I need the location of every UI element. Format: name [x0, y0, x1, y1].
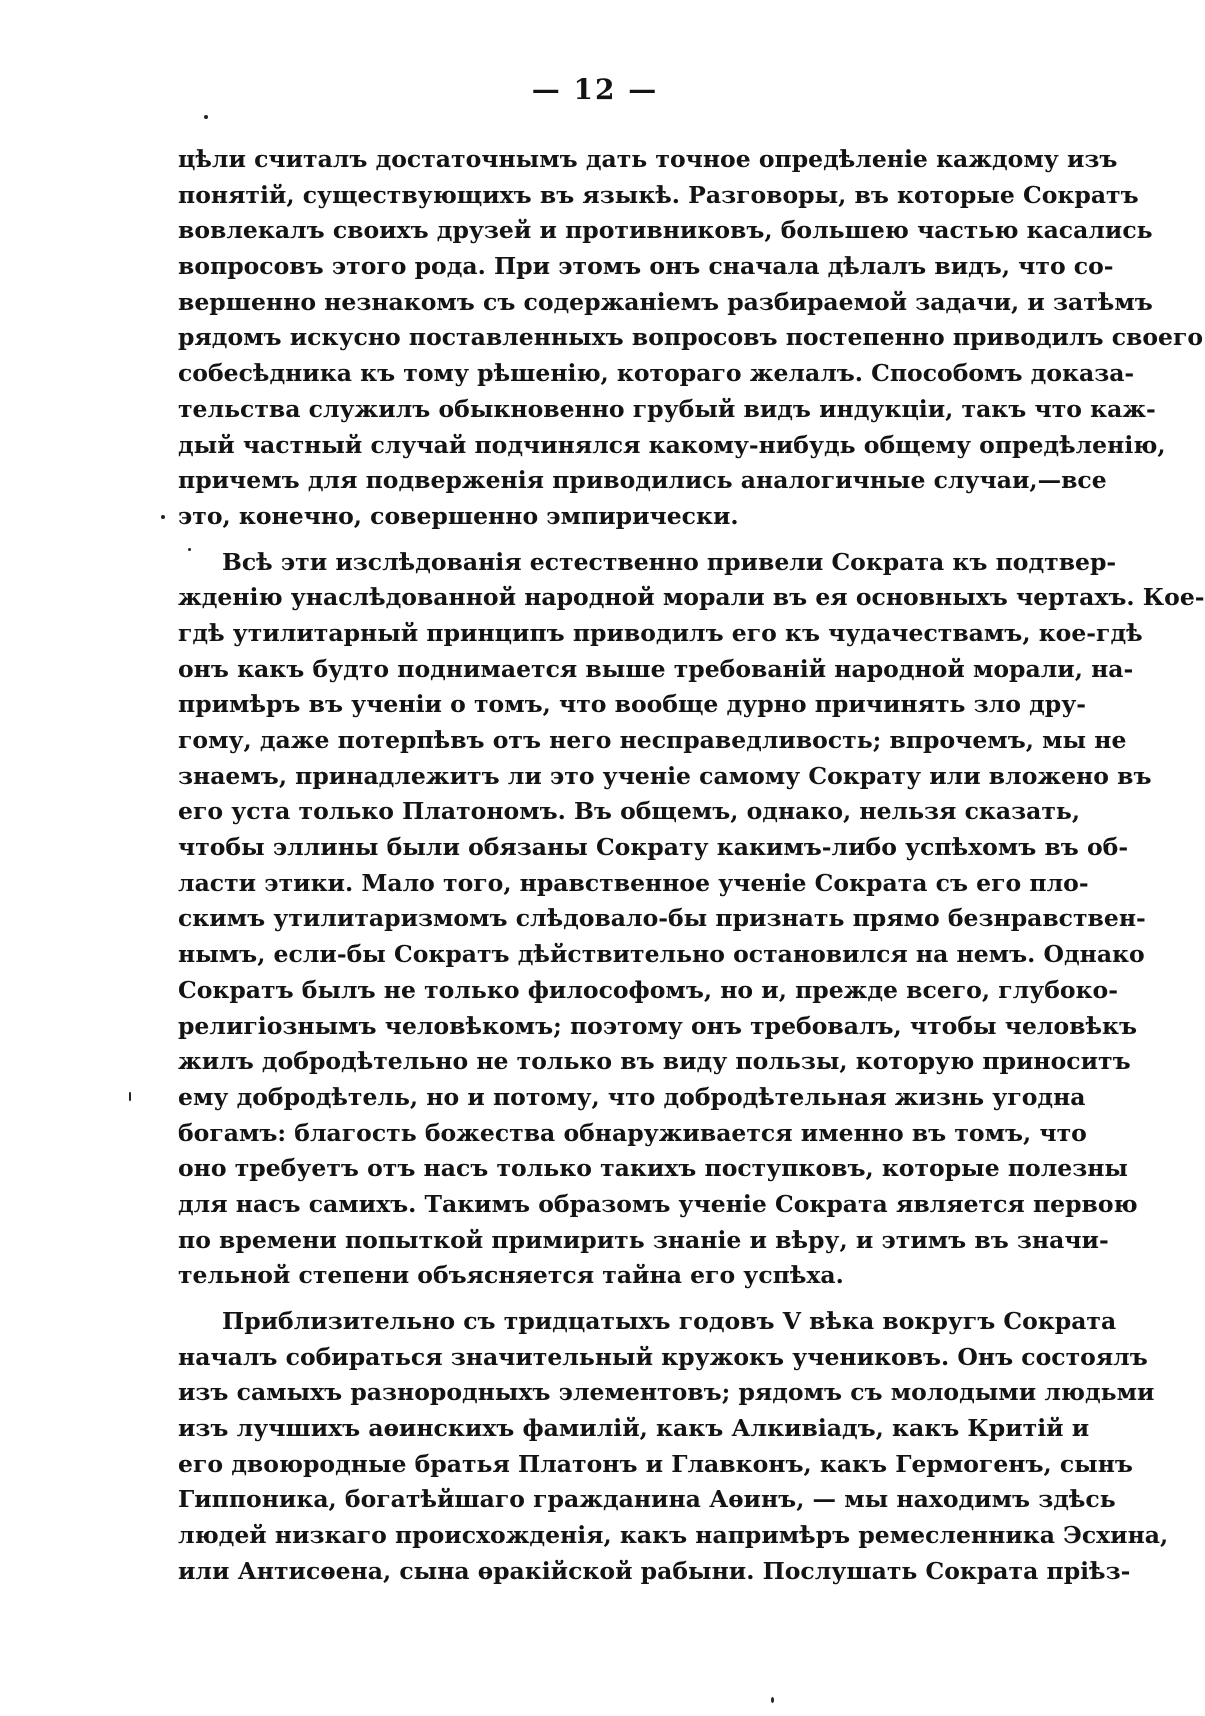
- text-line: гому, даже потерпѣвъ отъ него несправедливость; впрочемъ, мы не: [178, 726, 1127, 754]
- text-line: примѣръ въ ученіи о томъ, что вообще дурно причинять зло дру-: [178, 690, 1086, 719]
- text-line: причемъ для подверженія приводились аналогичные случаи,—все: [178, 466, 1107, 495]
- text-line: Гиппоника, богатѣйшаго гражданина Аѳинъ, — мы находимъ здѣсь: [178, 1485, 1116, 1514]
- text-line: тельной степени объясняется тайна его успѣха.: [178, 1261, 844, 1290]
- text-line: религіознымъ человѣкомъ; поэтому онъ требовалъ, чтобы человѣкъ: [178, 1011, 1137, 1040]
- text-line: его двоюродные братья Платонъ и Главконъ, какъ Гермогенъ, сынъ: [178, 1449, 1133, 1478]
- text-line: изъ лучшихъ аѳинскихъ фамилій, какъ Алкивіадъ, какъ Критій и: [178, 1414, 1090, 1443]
- text-line: понятій, существующихъ въ языкѣ. Разговоры, въ которые Сократъ: [178, 180, 1139, 209]
- text-line: это, конечно, совершенно эмпирически.: [178, 501, 739, 530]
- text-line: дый частный случай подчинялся какому-нибудь общему опредѣленію,: [178, 430, 1166, 459]
- text-line: оно требуетъ отъ насъ только такихъ поступковъ, которые полезны: [178, 1154, 1128, 1183]
- text-line: вершенно незнакомъ съ содержаніемъ разбираемой задачи, и затѣмъ: [178, 287, 1153, 316]
- paragraph-gap: [178, 1294, 1040, 1304]
- text-line: рядомъ искусно поставленныхъ вопросовъ постепенно приводилъ своего: [178, 323, 1204, 352]
- text-line: знаемъ, принадлежитъ ли это ученіе самому Сократу или вложено въ: [178, 761, 1152, 790]
- text-line: по времени попыткой примирить знаніе и вѣру, и этимъ въ значи-: [178, 1225, 1109, 1254]
- ink-speck: [771, 1697, 774, 1703]
- text-line: Всѣ эти изслѣдованія естественно привели Сократа къ подтвер-: [222, 547, 1117, 576]
- text-line: собесѣдника къ тому рѣшенію, котораго желалъ. Способомъ доказа-: [178, 359, 1135, 388]
- ink-speck: [129, 1092, 131, 1101]
- text-line: изъ самыхъ разнородныхъ элементовъ; рядомъ съ молодыми людьми: [178, 1378, 1155, 1407]
- text-line: Приблизительно съ тридцатыхъ годовъ V вѣка вокругъ Сократа: [222, 1307, 1117, 1335]
- text-line: его уста только Платономъ. Въ общемъ, однако, нельзя сказать,: [178, 797, 1081, 826]
- paragraph: [178, 142, 1204, 535]
- text-line: Сократъ былъ не только философомъ, но и, прежде всего, глубоко-: [178, 975, 1118, 1004]
- page-number: — 12 —: [531, 73, 659, 106]
- ink-speck: [161, 515, 165, 519]
- ink-speck: [204, 115, 208, 119]
- text-line: цѣли считалъ достаточнымъ дать точное опредѣленіе каждому изъ: [178, 145, 1118, 173]
- text-line: или Антисѳена, сына ѳракійской рабыни. Послушать Сократа пріѣз-: [178, 1556, 1131, 1585]
- text-line: жденію унаслѣдованной народной морали въ ея основныхъ чертахъ. Кое-: [178, 583, 1205, 612]
- text-line: людей низкаго происхожденія, какъ напримѣръ ремесленника Эсхина,: [178, 1521, 1169, 1550]
- text-line: вовлекалъ своихъ друзей и противниковъ, большею частью касались: [178, 216, 1153, 245]
- body-text: [178, 142, 1205, 1590]
- text-line: чтобы эллины были обязаны Сократу какимъ-либо успѣхомъ въ об-: [178, 833, 1129, 862]
- paragraph-gap: [178, 535, 1040, 545]
- text-line: скимъ утилитаризмомъ слѣдовало-бы признать прямо безнравствен-: [178, 904, 1146, 933]
- text-line: началъ собираться значительный кружокъ учениковъ. Онъ состоялъ: [178, 1342, 1148, 1371]
- text-line: нымъ, если-бы Сократъ дѣйствительно остановился на немъ. Однако: [178, 940, 1145, 969]
- text-line: для насъ самихъ. Такимъ образомъ ученіе Сократа является первою: [178, 1189, 1138, 1218]
- text-line: тельства служилъ обыкновенно грубый видъ индукціи, такъ что каж-: [178, 394, 1156, 423]
- text-line: гдѣ утилитарный принципъ приводилъ его къ чудачествамъ, кое-гдѣ: [178, 618, 1143, 647]
- text-line: жилъ добродѣтельно не только въ виду пользы, которую приноситъ: [178, 1047, 1131, 1076]
- text-line: вопросовъ этого рода. При этомъ онъ сначала дѣлалъ видъ, что со-: [178, 252, 1114, 281]
- paragraph: [178, 1304, 1169, 1590]
- text-line: ласти этики. Мало того, нравственное ученіе Сократа съ его пло-: [178, 868, 1089, 897]
- text-line: ему добродѣтель, но и потому, что добродѣтельная жизнь угодна: [178, 1082, 1086, 1111]
- paragraph: [178, 545, 1205, 1294]
- text-line: богамъ: благость божества обнаруживается именно въ томъ, что: [178, 1118, 1087, 1147]
- text-line: онъ какъ будто поднимается выше требованій народной морали, на-: [178, 654, 1134, 683]
